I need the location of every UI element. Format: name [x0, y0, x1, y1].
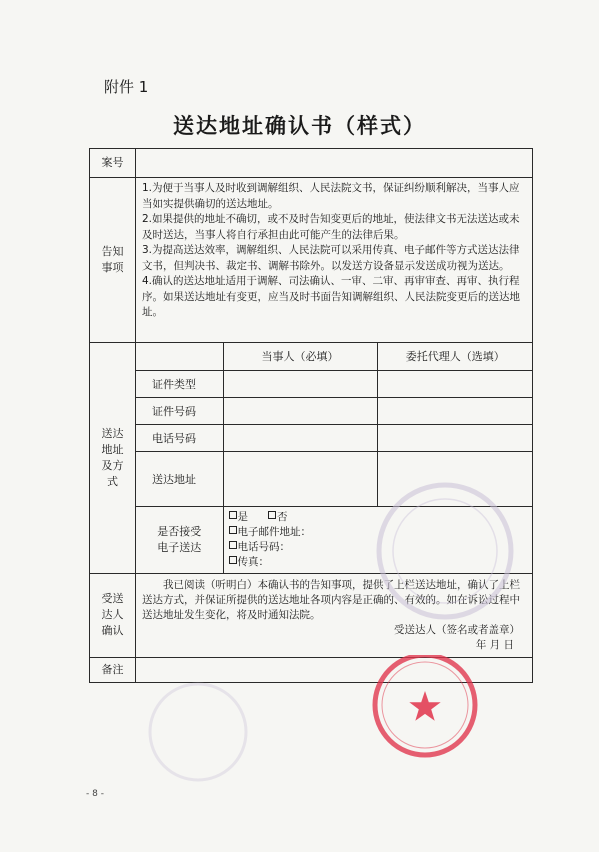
address-section-body [136, 343, 533, 574]
confirmation-content [136, 573, 533, 657]
address-section-row [90, 343, 533, 574]
notice-label-line: 事项 [101, 261, 124, 274]
address-section-label [90, 343, 136, 574]
email-checkbox[interactable] [229, 526, 237, 534]
case-number-label: 案号 [90, 149, 136, 178]
page-number: - 8 - [86, 789, 104, 799]
no-label: 否 [277, 510, 288, 523]
party-id-type-field[interactable] [223, 370, 377, 397]
email-label: 电子邮件地址： [237, 525, 311, 538]
notice-item: 2.如果提供的地址不确切，或不及时告知变更后的地址，使法律文书无法送达或未及时送达，当事人将自行承担由此可能产生的法律后果。 [142, 213, 520, 241]
agent-id-number-field[interactable] [377, 397, 533, 424]
party-column-header: 当事人（必填） [223, 343, 377, 370]
document-title: 送达地址确认书（样式） [173, 114, 426, 138]
seal-star-icon [409, 691, 440, 721]
notice-content [136, 178, 533, 343]
confirmation-row [90, 573, 533, 657]
notice-item: 1.为便于当事人及时收到调解组织、人民法院文书，保证纠纷顺利解决，当事人应当如实提供确切的送达地址。 [142, 182, 520, 210]
address-label-line: 式 [107, 474, 118, 488]
yes-no-options [229, 510, 529, 525]
email-option [229, 525, 529, 540]
address-inner-table [136, 343, 533, 573]
phone-label: 电话号码 [136, 424, 223, 451]
faint-seal-stamp [138, 680, 258, 790]
signature-line: 受送达人（签名或者盖章） [394, 623, 520, 636]
party-address-field[interactable] [223, 451, 377, 506]
address-label-line: 送达 [101, 426, 124, 440]
electronic-delivery-options [223, 506, 533, 573]
address-header-row [136, 343, 533, 370]
delivery-address-label: 送达地址 [136, 451, 223, 506]
notice-item: 4.确认的送达地址适用于调解、司法确认、一审、二审、再审审查、再审、执行程序。如果送达地址有变更，应当及时书面告知调解组织、人民法院变更后的送达地址。 [142, 275, 520, 318]
fax-checkbox[interactable] [229, 556, 237, 564]
notice-label [90, 178, 136, 343]
electronic-delivery-row [136, 506, 533, 573]
electronic-label-line: 是否接受 [157, 524, 202, 538]
case-number-row [90, 149, 533, 178]
confirmation-label [90, 573, 136, 657]
case-number-field[interactable] [136, 149, 533, 178]
agent-phone-field[interactable] [377, 424, 533, 451]
remark-label: 备注 [90, 657, 136, 682]
phone-row [136, 424, 533, 451]
fax-option [229, 555, 529, 570]
address-label-line: 及方 [101, 458, 124, 472]
delivery-address-row [136, 451, 533, 506]
address-label-line: 地址 [101, 442, 124, 456]
agent-address-field[interactable] [377, 451, 533, 506]
id-type-label: 证件类型 [136, 370, 223, 397]
attachment-label: 附件 1 [104, 78, 149, 96]
address-confirmation-form [89, 148, 533, 683]
party-phone-field[interactable] [223, 424, 377, 451]
remark-row [90, 657, 533, 682]
agent-column-header: 委托代理人（选填） [377, 343, 533, 370]
notice-label-line: 告知 [101, 245, 124, 258]
confirmation-label-line: 达人 [101, 608, 124, 621]
id-number-row [136, 397, 533, 424]
yes-label: 是 [237, 510, 248, 523]
notice-row [90, 178, 533, 343]
confirmation-label-line: 确认 [101, 624, 124, 637]
phone-option-label: 电话号码： [237, 540, 290, 553]
confirmation-text: 我已阅读（听明白）本确认书的告知事项，提供了上栏送达地址，确认了上栏送达方式，并保证所提供的送达地址各项内容是正确的、有效的。如在诉讼过程中送达地址发生变化，将及时通知法院。 [142, 578, 520, 621]
notice-item: 3.为提高送达效率，调解组织、人民法院可以采用传真、电子邮件等方式送达法律文书，但判决书、裁定书、调解书除外。以发送方设备显示发送成功视为送达。 [142, 244, 520, 272]
phone-option [229, 540, 529, 555]
address-header-blank [136, 343, 223, 370]
yes-checkbox[interactable] [229, 511, 237, 519]
date-line: 年 月 日 [475, 638, 514, 651]
phone-checkbox[interactable] [229, 541, 237, 549]
no-checkbox[interactable] [268, 511, 276, 519]
electronic-label-line: 电子送达 [157, 540, 202, 554]
id-type-row [136, 370, 533, 397]
electronic-delivery-label [136, 506, 223, 573]
id-number-label: 证件号码 [136, 397, 223, 424]
remark-field[interactable] [136, 657, 533, 682]
party-id-number-field[interactable] [223, 397, 377, 424]
fax-label: 传真： [237, 555, 269, 568]
agent-id-type-field[interactable] [377, 370, 533, 397]
confirmation-label-line: 受送 [101, 592, 124, 605]
